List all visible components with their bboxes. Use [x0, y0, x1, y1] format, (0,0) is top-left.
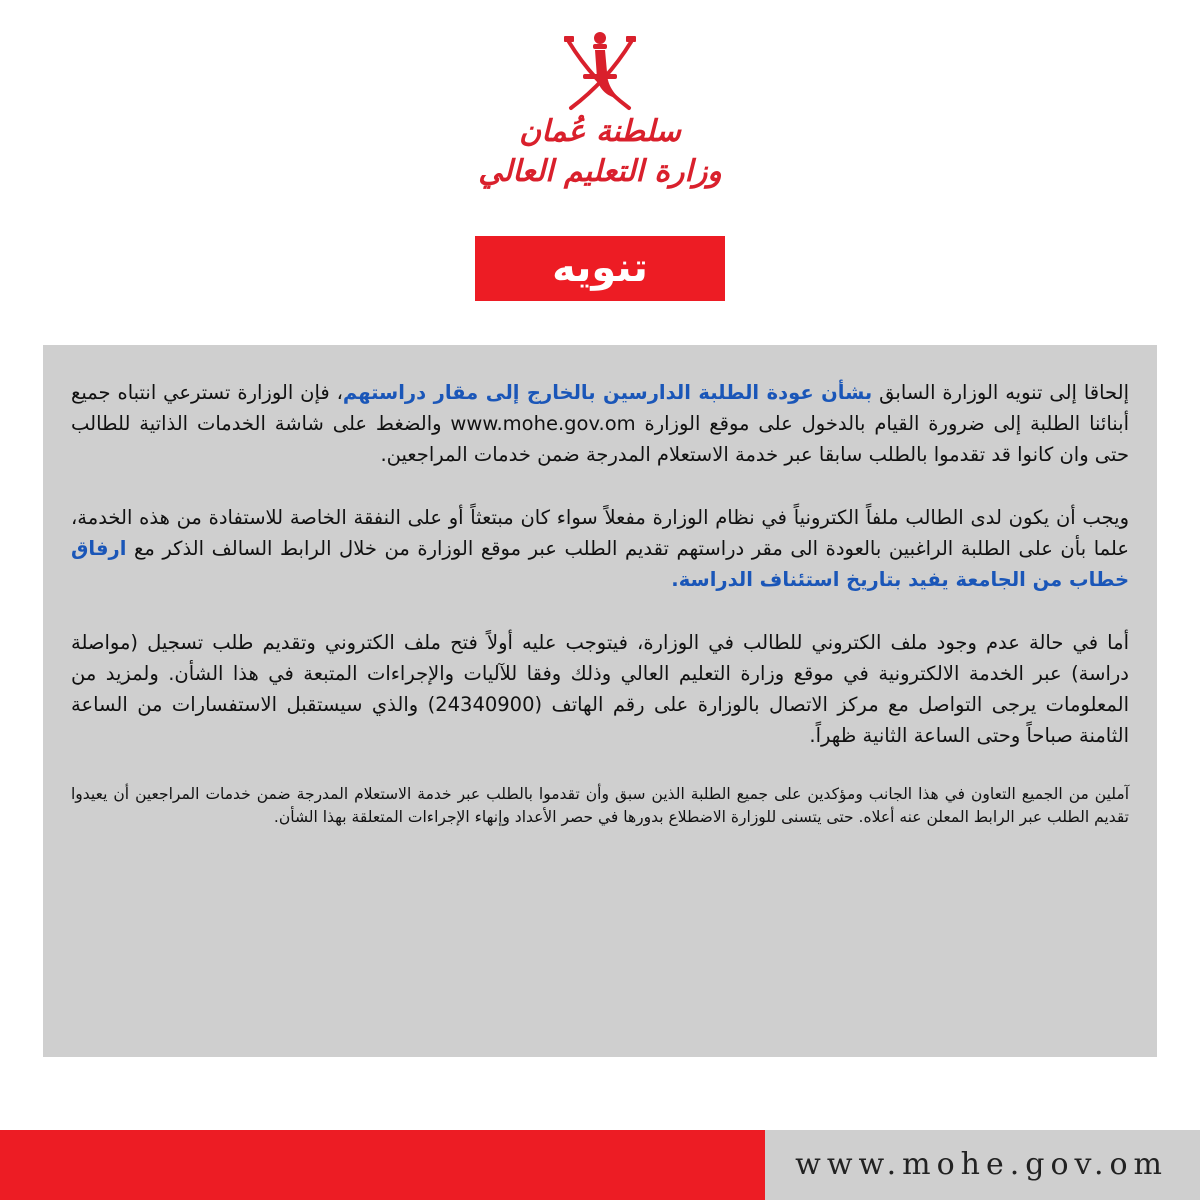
footer-website-link[interactable]: www.mohe.gov.om — [795, 1147, 1168, 1182]
oman-emblem-icon — [555, 28, 645, 123]
paragraph-1 — [71, 377, 1129, 470]
paragraph-2-text-a: ويجب أن يكون لدى الطالب ملفاً الكترونياً في نظام الوزارة مفعلاً سواء كان مبتعثاً أو على النفقة الخاصة للاستفادة من هذه الخدمة، علما بأن على الطلبة الراغبين بالعودة الى مقر دراستهم تقديم الطلب عبر موقع الوزارة من خلال الرابط السالف الذكر مع — [71, 506, 1129, 560]
paragraph-1-highlight: بشأن عودة الطلبة الدارسين بالخارج إلى مقار دراستهم — [342, 381, 873, 404]
paragraph-3: أما في حالة عدم وجود ملف الكتروني للطالب في الوزارة، فيتوجب عليه أولاً فتح ملف الكتروني وتقديم طلب تسجيل (مواصلة دراسة) عبر الخدمة الالكترونية في موقع وزارة التعليم العالي وذلك وفقا للآليات والإجراءات المتبعة في هذا الشأن. ولمزيد من المعلومات يرجى التواصل مع مركز الاتصال بالوزارة على رقم الهاتف (24340900) والذي سيستقبل الاستفسارات من الساعة الثامنة صباحاً وحتى الساعة الثانية ظهراً. — [71, 631, 1129, 747]
paragraph-4: آملين من الجميع التعاون في هذا الجانب ومؤكدين على جميع الطلبة الذين سبق وأن تقدموا بالطلب عبر خدمة الاستعلام المدرجة ضمن خدمات المراجعين أن يعيدوا تقديم الطلب عبر الرابط المعلن عنه أعلاه. حتى يتسنى للوزارة الاضطلاع بدورها في حصر الأعداد وإنهاء الإجراءات المتعلقة بهذا الشأن. — [71, 785, 1129, 826]
notice-content-box — [43, 345, 1157, 1057]
ministry-name-line2: وزارة التعليم العالي — [478, 154, 722, 189]
paragraph-2-highlight: ارفاق خطاب من الجامعة يفيد بتاريخ استئناف الدراسة. — [71, 537, 1129, 591]
footer-gray-bar — [765, 1130, 1200, 1200]
ministry-name — [470, 112, 730, 192]
paragraph-2 — [71, 502, 1129, 595]
website-link[interactable]: www.mohe.gov.om — [450, 412, 636, 435]
paragraph-1-text-b: ، فإن الوزارة تسترعي انتباه جميع أبنائنا الطلبة إلى ضرورة القيام بالدخول على موقع الوزارة — [71, 381, 1129, 435]
notice-text — [71, 377, 1129, 829]
footer-red-bar — [0, 1130, 765, 1200]
notice-title-banner: تنويه — [475, 236, 725, 301]
ministry-name-line1: سلطنة عُمان — [519, 114, 681, 149]
paragraph-1-text-a: إلحاقا إلى تنويه الوزارة السابق — [872, 381, 1129, 404]
paragraph-1-text-c: والضغط على شاشة الخدمات الذاتية للطالب حتى وان كانوا قد تقدموا بالطلب سابقا عبر خدمة الاستعلام المدرجة ضمن خدمات المراجعين. — [71, 412, 1129, 466]
